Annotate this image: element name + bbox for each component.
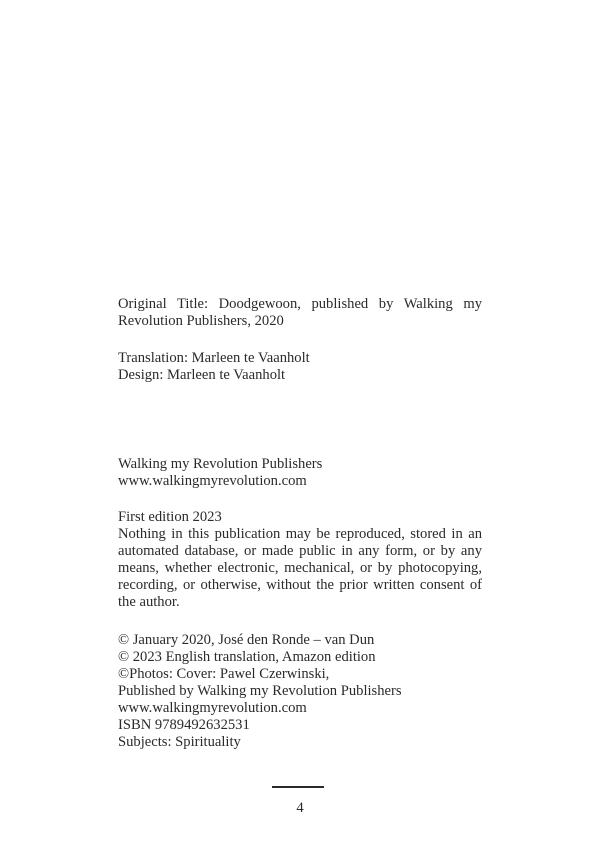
publisher-block bbox=[118, 456, 482, 490]
copyright-line: Subjects: Spirituality bbox=[118, 734, 241, 750]
footer-divider bbox=[272, 786, 324, 788]
copyright-line: © 2023 English translation, Amazon edition bbox=[118, 649, 376, 665]
copyright-line: ISBN 9789492632531 bbox=[118, 717, 250, 733]
publisher-website: www.walkingmyrevolution.com bbox=[118, 473, 307, 489]
copyright-line: Published by Walking my Revolution Publishers bbox=[118, 683, 402, 699]
copyright-block bbox=[118, 632, 482, 751]
page-number: 4 bbox=[296, 800, 304, 816]
translation-credit: Translation: Marleen te Vaanholt bbox=[118, 350, 310, 366]
edition-label: First edition 2023 bbox=[118, 509, 222, 525]
publisher-name: Walking my Revolution Publishers bbox=[118, 456, 323, 472]
design-credit: Design: Marleen te Vaanholt bbox=[118, 367, 286, 383]
original-title-text: Original Title: Doodgewoon, published by Walking my Revolution Publishers, 2020 bbox=[118, 296, 482, 329]
credits-block bbox=[118, 350, 482, 384]
copyright-line: www.walkingmyrevolution.com bbox=[118, 700, 307, 716]
edition-block bbox=[118, 509, 482, 611]
rights-notice: Nothing in this publication may be reproduced, stored in an automated database, or made public in any form, or by any means, whether electronic, mechanical, or by photocopying, recording, or otherwise, without the prior written consent of the author. bbox=[118, 526, 482, 610]
copyright-line: © January 2020, José den Ronde – van Dun bbox=[118, 632, 375, 648]
copyright-line: ©Photos: Cover: Pawel Czerwinski, bbox=[118, 666, 330, 682]
original-title-block bbox=[118, 296, 482, 330]
